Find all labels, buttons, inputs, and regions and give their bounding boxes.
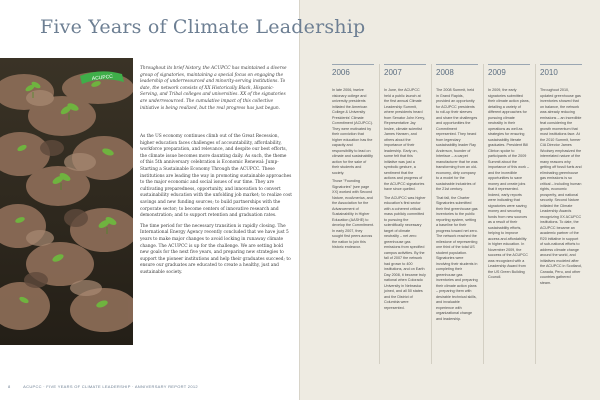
year-paragraph: Throughout 2010, updated greenhouse gas inventories showed that on balance, the network was already reducing emissions – an incredible feat considering the growth momentum that most institutions face. At the 2010 Summit, former CIA Director James Woolsey emphasized the interrelated nature of the many reasons why getting off fossil fuels and eliminating greenhouse gas emissions is so critical – including human rights, economic prosperity, and national security. Second Nature initiated the Climate Leadership Awards recognizing XX ACUPCC institutions. To date, the ACUPCC became an academic partner of the R20 initiative in support of sub-national efforts to address climate change around the world, and initiatives modeled after the ACUPCC in Scotland, Canada, Peru, and other countries gathered steam. [540,88,582,285]
timeline-column-2010 [540,64,582,364]
year-paragraph: In June, the ACUPCC held a public launch at the first annual Climate Leadership Summit, where presidents heard from Senator John Kerry, Representative Jay Inslee, climate scientist James Hansen, and others about the importance of their leadership. Early on, some felt that this initiative was just a symbolic gesture, a sentiment that the actions and progress of the ACUPCC signatories have since quelled. [384,88,425,191]
page-gutter [299,0,300,400]
column-divider [431,64,432,364]
folio [8,384,198,389]
year-paragraph: The 2008 Summit, held in Grand Rapids, provided an opportunity for ACUPCC presidents to roll-up their sleeves and share the challenges and opportunities the Commitment represented. They heard from legendary sustainability leader Ray Anderson, founder of Interface – a carpet manufacturer that he was transforming from an old-economy, dirty company to a model for the sustainable industries of the 21st century. [436,88,478,191]
year-text [436,88,478,325]
timeline-column-2006 [332,64,374,364]
year-paragraph: The ACUPCC was higher education's first sector with a coherent critical mass publicly committed to pursuing the scientifically necessary target of climate neutrality – net zero greenhouse gas emissions from specified campus activities. By the fall of 2007 the network had grown to 400 institutions, and on Earth Day 2008, it became truly national when Colorado University in Nebraska joined, and all 50 states and the District of Columbia were represented. [384,195,426,310]
year-text [384,88,426,314]
year-rule [436,64,478,65]
intro-paragraph: Throughout its brief history, the ACUPCC has maintained a diverse group of signatories, maintaining a special focus on engaging the leadership of underresourced and minority-serving institutions. To date, the network consists of XX Historically Black, Hispanic-Serving, and Tribal colleges and universities. XX of the signatories are underresourced. The cumulative impact of this collective initiative is being realized, but the real progress has just begun. [140,66,287,111]
year-paragraph: That fall, the Charter Signatories submitted their first greenhouse gas inventories to the public reporting system, setting a baseline for their progress toward net zero. The network reached the milestone of representing one third of the total US student population. Signatories were involving their students in completing their greenhouse gas inventories and preparing their climate action plans – preparing them with desirable technical skills, and invaluable experience with organizational change and leadership. [436,195,478,321]
timeline-column-2007 [384,64,426,364]
year-rule [540,64,582,65]
body-paragraph: As the US economy continues climb out of the Great Recession, higher education faces challenges of accountability, affordability, workforce preparation, and relevance, and despite our best efforts, the climate issue becomes more daunting daily. As such, the theme of this 5th anniversary celebration is Economic Renewal: Jump-Starting a Sustainable Economy Through the ACUPCC. These institutions are leading the way in promoting sustainable approaches to the major economic and social issues of our time. They are cultivating preparedness, opportunity, and innovation to convert sustainability education with the unfolding job market; to realize cost savings and new funding sources; to build partnerships with the corporate sector; to become centers of innovative research and demonstration; and to support retention and graduation rates. [140,134,292,219]
year-label: 2007 [384,68,402,77]
year-paragraph: In 2009, the early signatories submitted their climate action plans, detailing a variety of different approaches for pursuing climate neutrality in their operations as well as strategies for ensuring sustainability literate graduates. President Bill Clinton spoke to participants of the 2009 Summit about the importance of this work – and the incredible opportunities to save money and create jobs that it represented. Indeed, early reports were indicating that signatories were saving money and securing funds from new sources as a result of their sustainability efforts, helping to improve access and affordability in higher education. In November 2009, the success of the ACUPCC was recognized with a Leadership Award from the US Green Building Council. [488,88,530,279]
timeline-column-2009 [488,64,530,364]
year-label: 2009 [488,68,506,77]
year-label: 2008 [436,68,454,77]
page-title: Five Years of Climate Leadership [40,16,366,38]
hands-seedlings-photo [0,58,133,345]
year-paragraph: Those "Founding Signatories" (see page XX) worked with Second Nature, ecoAmerica, and the Association for the Advancement of Sustainability in Higher Education (AASHE) to develop the Commitment. In early 2007, they sought first peers across the nation to join this historic endeavor. [332,179,375,249]
year-label: 2006 [332,68,350,77]
year-rule [384,64,426,65]
running-head: ACUPCC · FIVE YEARS OF CLIMATE LEADERSHIP · ANNIVERSARY REPORT 2012 [23,384,198,389]
column-divider [535,64,536,364]
column-divider [379,64,380,364]
year-text [488,88,530,284]
timeline-column-2008 [436,64,478,364]
year-paragraph: In late 2006, twelve visionary college and university presidents initiated the American College & University Presidents' Climate Commitment (ACUPCC). They were motivated by their conviction that higher education has the capacity and responsibility to lead on climate and sustainability action for the sake of their students and society. [332,88,373,175]
body-text [140,134,292,280]
year-text [540,88,582,289]
year-rule [488,64,530,65]
page-number: 8 [8,384,11,389]
column-divider [483,64,484,364]
body-paragraph: The time period for the necessary transition is rapidly closing. The International Energy Agency recently concluded that we have just 5 years to make major changes to avoid locking in runaway climate change. The ACUPCC is up for the challenge. We are setting bold new goals for the next five years, and preparing new strategies to support the pioneer institutions and help their graduates succeed; to ensure our graduates are educated to create a healthy, just and sustainable society. [140,223,291,275]
year-rule [332,64,374,65]
year-text [332,88,374,254]
wristband-text: ACUPCC [91,73,114,82]
timeline [332,64,588,364]
year-label: 2010 [540,68,558,77]
